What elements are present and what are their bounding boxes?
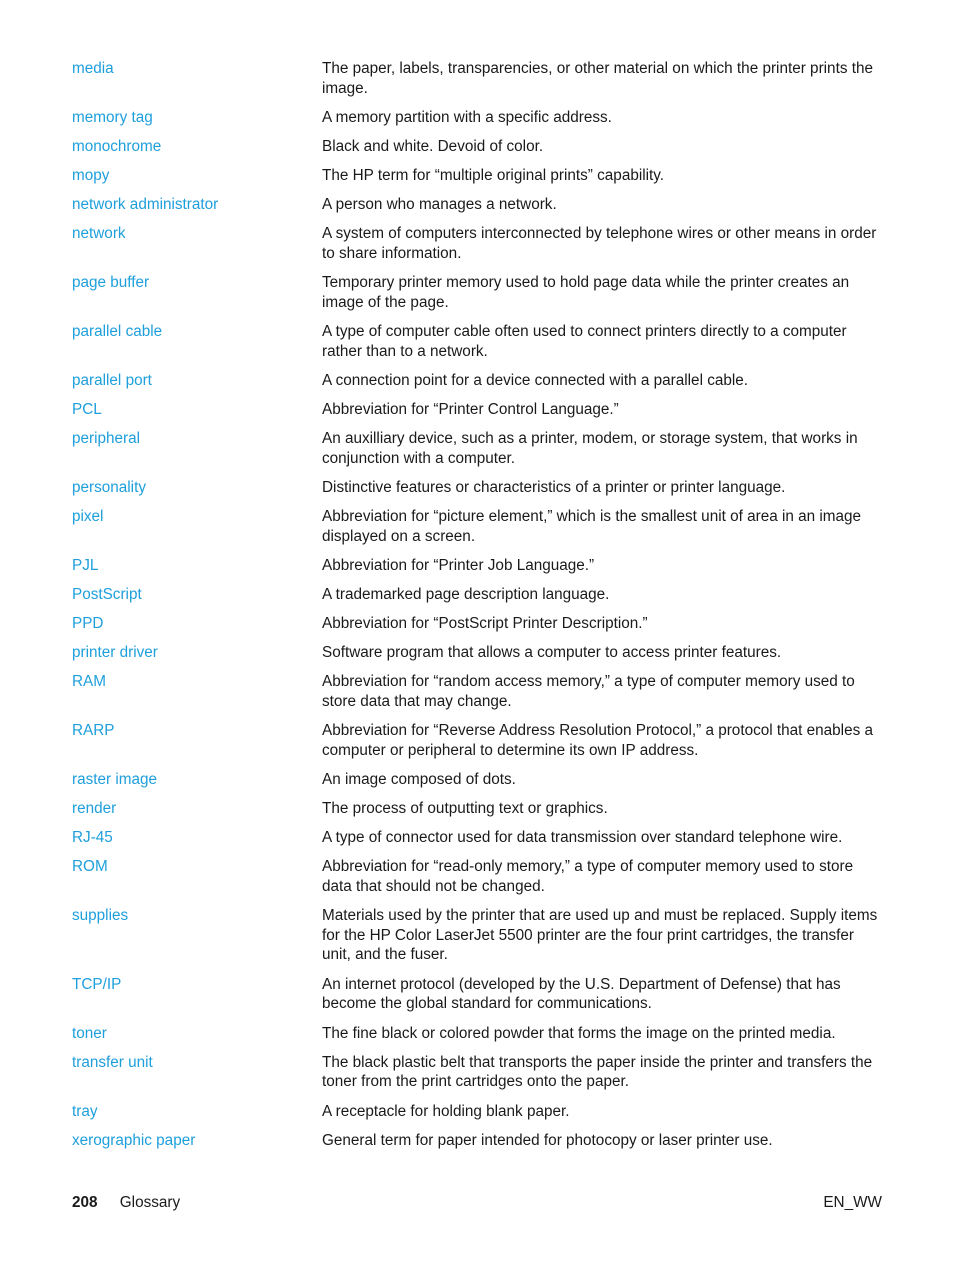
glossary-definition: A system of computers interconnected by telephone wires or other means in order to share information. (322, 225, 877, 262)
glossary-definition: Temporary printer memory used to hold page data while the printer creates an image of the page. (322, 274, 850, 311)
glossary-entry-rarp (72, 721, 888, 760)
glossary-entry-xerographic-paper (72, 1131, 888, 1151)
glossary-term-link[interactable]: RJ-45 (72, 829, 113, 846)
glossary-term-link[interactable]: media (72, 60, 114, 77)
glossary-entry-rom (72, 857, 888, 896)
glossary-entry-toner (72, 1024, 888, 1044)
glossary-entry-mopy (72, 166, 888, 186)
glossary-entry-parallel-port (72, 371, 888, 391)
glossary-term-link[interactable]: printer driver (72, 644, 158, 661)
glossary-definition: The black plastic belt that transports the paper inside the printer and transfers the toner from the print cartridges onto the paper. (322, 1053, 873, 1090)
glossary-term-link[interactable]: ROM (72, 858, 108, 875)
glossary-entry-supplies (72, 906, 888, 965)
glossary-term-link[interactable]: network (72, 225, 126, 242)
glossary-entry-parallel-cable (72, 322, 888, 361)
glossary-definition: The fine black or colored powder that forms the image on the printed media. (322, 1024, 836, 1042)
glossary-definition: Software program that allows a computer to access printer features. (322, 644, 782, 661)
glossary-term-link[interactable]: monochrome (72, 138, 162, 155)
glossary-term-link[interactable]: personality (72, 479, 146, 496)
glossary-term-link[interactable]: PPD (72, 615, 104, 632)
glossary-term-link[interactable]: supplies (72, 907, 129, 924)
glossary-definition: The HP term for “multiple original prints” capability. (322, 167, 665, 184)
glossary-entry-ram (72, 672, 888, 711)
glossary-definition: The paper, labels, transparencies, or other material on which the printer prints the image. (322, 60, 873, 97)
glossary-entry-pjl (72, 556, 888, 576)
glossary-entry-postscript (72, 585, 888, 605)
glossary-definition: Abbreviation for “Printer Job Language.” (322, 557, 595, 574)
glossary-definition: A trademarked page description language. (322, 586, 610, 603)
glossary-term-link[interactable]: peripheral (72, 430, 141, 447)
section-name: Glossary (119, 1194, 181, 1211)
glossary-definition: Abbreviation for “Reverse Address Resolution Protocol,” a protocol that enables a computer or peripheral to determine its own IP address. (322, 722, 873, 759)
glossary-term-link[interactable]: PJL (72, 557, 99, 574)
glossary-entry-memory-tag (72, 108, 888, 128)
glossary-term-link[interactable]: transfer unit (72, 1053, 153, 1071)
glossary-entry-render (72, 799, 888, 819)
glossary-term-link[interactable]: pixel (72, 508, 104, 525)
glossary-term-link[interactable]: PostScript (72, 586, 142, 603)
glossary-entry-tray (72, 1102, 888, 1122)
glossary-entry-monochrome (72, 137, 888, 157)
glossary-definition: An image composed of dots. (322, 771, 516, 788)
glossary-definition: Distinctive features or characteristics of a printer or printer language. (322, 479, 786, 496)
glossary-term-link[interactable]: network administrator (72, 196, 219, 213)
glossary-term-link[interactable]: parallel port (72, 372, 152, 389)
glossary-definition: A type of connector used for data transmission over standard telephone wire. (322, 829, 843, 846)
glossary-term-link[interactable]: tray (72, 1102, 98, 1120)
page-footer (72, 1193, 882, 1213)
glossary-entry-page-buffer (72, 273, 888, 312)
glossary-definition: An auxilliary device, such as a printer, modem, or storage system, that works in conjunction with a computer. (322, 430, 858, 467)
glossary-definition: A person who manages a network. (322, 196, 557, 213)
glossary-definition: A type of computer cable often used to connect printers directly to a computer rather than to a network. (322, 323, 847, 360)
glossary-definition: The process of outputting text or graphics. (322, 800, 608, 817)
glossary-entry-media (72, 59, 888, 98)
glossary-definition: General term for paper intended for photocopy or laser printer use. (322, 1131, 773, 1149)
glossary-term-link[interactable]: memory tag (72, 109, 153, 126)
glossary-term-link[interactable]: TCP/IP (72, 975, 122, 993)
glossary-term-link[interactable]: RARP (72, 722, 115, 739)
glossary-term-link[interactable]: PCL (72, 401, 102, 418)
glossary-definition: Black and white. Devoid of color. (322, 138, 544, 155)
glossary-entry-raster-image (72, 770, 888, 790)
glossary-definition: A receptacle for holding blank paper. (322, 1102, 570, 1120)
glossary-entry-network (72, 224, 888, 263)
glossary-term-link[interactable]: raster image (72, 771, 158, 788)
glossary-definition: Abbreviation for “read-only memory,” a type of computer memory used to store data that should not be changed. (322, 858, 854, 895)
glossary-entry-ppd (72, 614, 888, 634)
locale-code: EN_WW (823, 1194, 882, 1211)
glossary-entry-printer-driver (72, 643, 888, 663)
glossary-entry-peripheral (72, 429, 888, 468)
glossary-definition: A memory partition with a specific address. (322, 109, 612, 126)
glossary-definition: Abbreviation for “Printer Control Language.” (322, 401, 619, 418)
glossary-list (72, 59, 888, 1160)
glossary-entry-network-administrator (72, 195, 888, 215)
glossary-term-link[interactable]: page buffer (72, 274, 150, 291)
glossary-entry-transfer-unit (72, 1053, 888, 1092)
page-number: 208 (72, 1194, 98, 1211)
glossary-entry-personality (72, 478, 888, 498)
glossary-term-link[interactable]: render (72, 800, 117, 817)
glossary-definition: Materials used by the printer that are used up and must be replaced. Supply items for the HP Color LaserJet 5500 printer are the four print cartridges, the transfer unit, and the fuser. (322, 907, 878, 963)
glossary-definition: Abbreviation for “picture element,” which is the smallest unit of area in an image displayed on a screen. (322, 508, 862, 545)
glossary-entry-rj-45 (72, 828, 888, 848)
glossary-term-link[interactable]: parallel cable (72, 323, 163, 340)
glossary-term-link[interactable]: mopy (72, 167, 110, 184)
glossary-term-link[interactable]: RAM (72, 673, 106, 690)
glossary-definition: Abbreviation for “PostScript Printer Description.” (322, 615, 648, 632)
glossary-definition: Abbreviation for “random access memory,” a type of computer memory used to store data that may change. (322, 673, 855, 710)
glossary-entry-pixel (72, 507, 888, 546)
glossary-term-link[interactable]: xerographic paper (72, 1131, 196, 1149)
glossary-entry-pcl (72, 400, 888, 420)
glossary-term-link[interactable]: toner (72, 1024, 107, 1042)
glossary-definition: An internet protocol (developed by the U.S. Department of Defense) that has become the global standard for communications. (322, 975, 841, 1012)
glossary-definition: A connection point for a device connected with a parallel cable. (322, 372, 749, 389)
glossary-entry-tcp-ip (72, 975, 888, 1014)
